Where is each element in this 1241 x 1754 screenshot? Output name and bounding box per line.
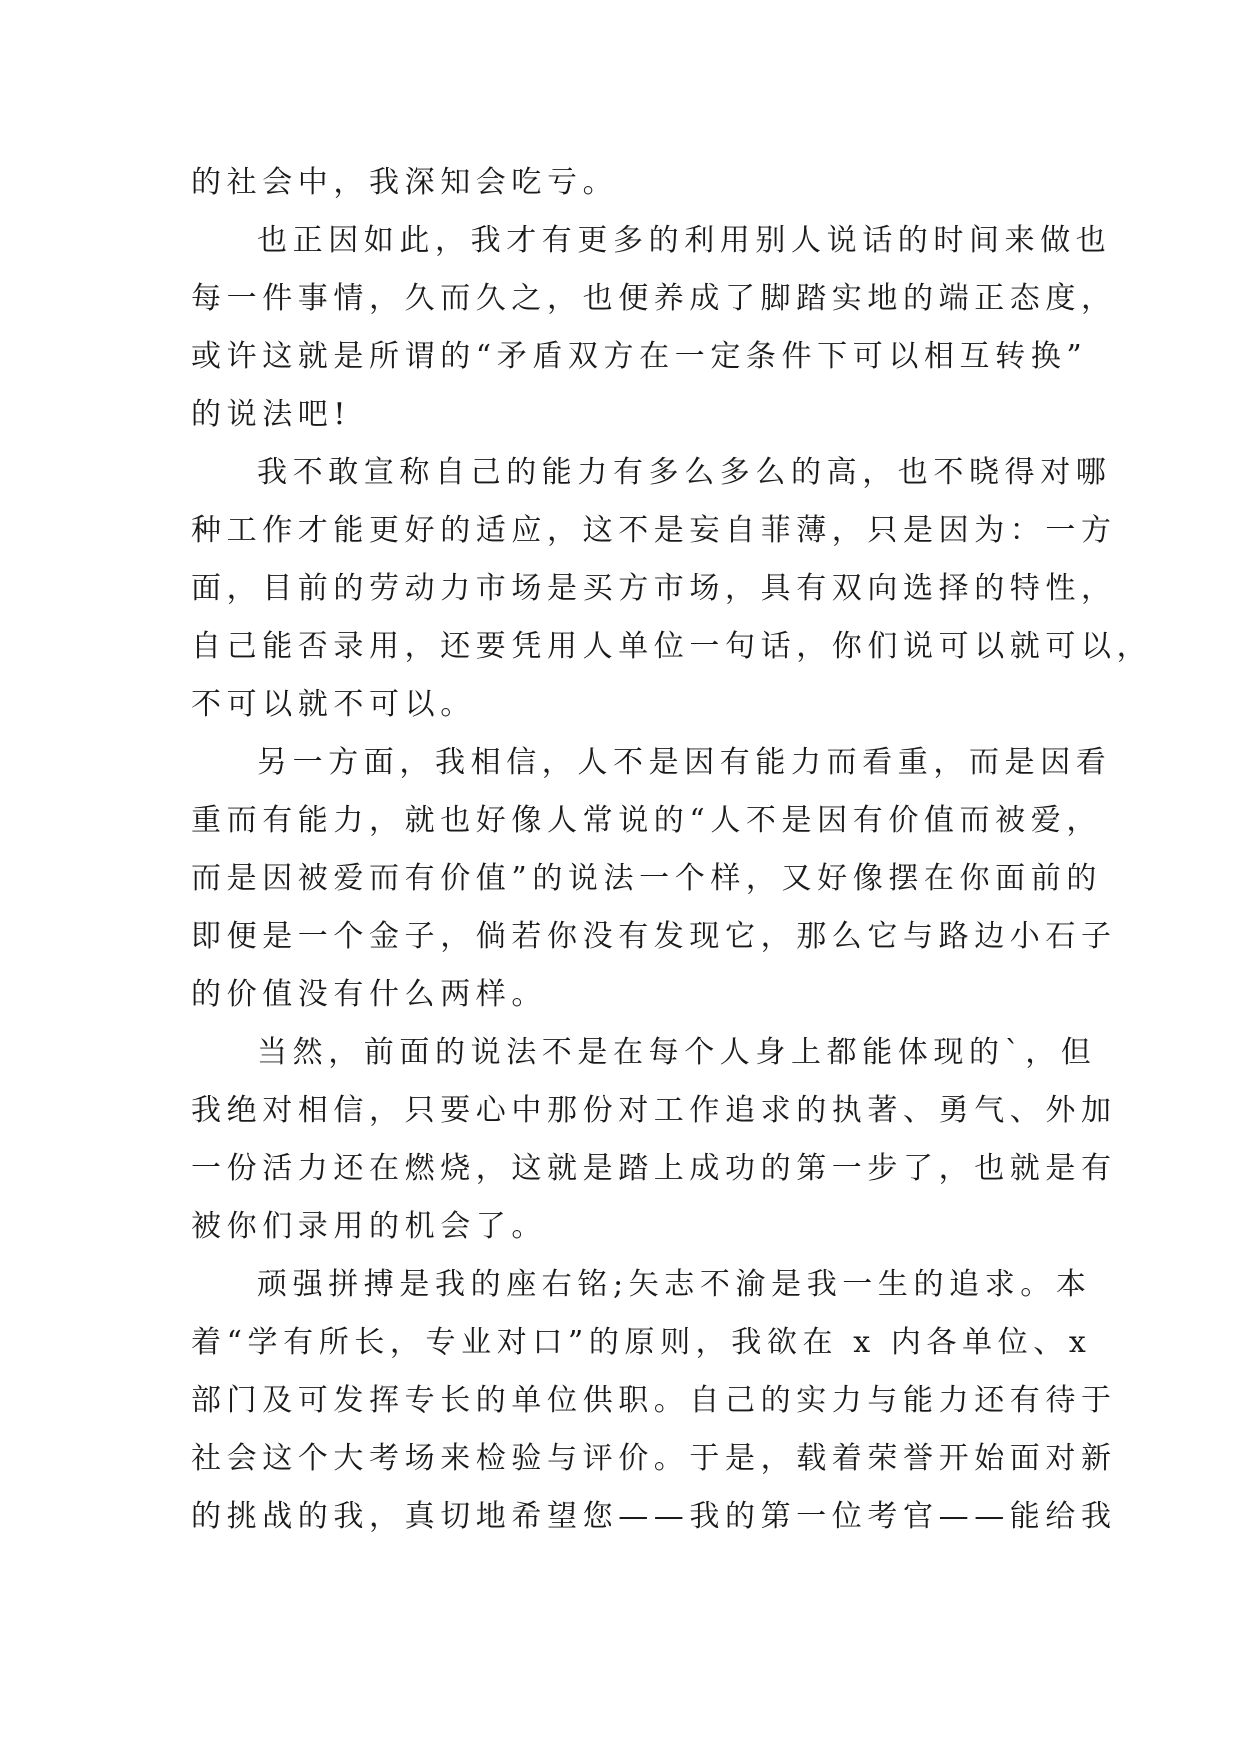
text-line: 的说法吧! <box>191 397 352 432</box>
text-line: 被你们录用的机会了。 <box>191 1209 547 1244</box>
paragraph-first-line: 也正因如此，我才有更多的利用别人说话的时间来做也 <box>257 223 1112 258</box>
text-line: 面，目前的劳动力市场是买方市场，具有双向选择的特性， <box>191 571 1117 606</box>
document-body <box>191 154 1153 1546</box>
text-line: 而是因被爱而有价值”的说法一个样，又好像摆在你面前的 <box>191 861 1102 896</box>
text-line: 社会这个大考场来检验与评价。于是，载着荣誉开始面对新 <box>191 1441 1117 1476</box>
paragraph-first-line: 另一方面，我相信，人不是因有能力而看重，而是因看 <box>257 745 1112 780</box>
text-line: 每一件事情，久而久之，也便养成了脚踏实地的端正态度， <box>191 281 1117 316</box>
text-line: 自己能否录用，还要凭用人单位一句话，你们说可以就可以， <box>191 629 1153 664</box>
text-line: 我绝对相信，只要心中那份对工作追求的执著、勇气、外加 <box>191 1093 1117 1128</box>
text-line: 不可以就不可以。 <box>191 687 476 722</box>
text-line: 或许这就是所谓的“矛盾双方在一定条件下可以相互转换” <box>191 339 1088 374</box>
paragraph-first-line: 我不敢宣称自己的能力有多么多么的高，也不晓得对哪 <box>257 455 1112 490</box>
text-line: 重而有能力，就也好像人常说的“人不是因有价值而被爱， <box>191 803 1102 838</box>
text-line: 的挑战的我，真切地希望您——我的第一位考官——能给我 <box>191 1499 1117 1534</box>
paragraph-first-line: 当然，前面的说法不是在每个人身上都能体现的`，但 <box>257 1035 1097 1070</box>
text-line: 着“学有所长，专业对口”的原则，我欲在 x 内各单位、x <box>191 1325 1092 1360</box>
text-line: 的价值没有什么两样。 <box>191 977 547 1012</box>
text-line: 一份活力还在燃烧，这就是踏上成功的第一步了，也就是有 <box>191 1151 1117 1186</box>
paragraph-first-line: 顽强拼搏是我的座右铭;矢志不渝是我一生的追求。本 <box>257 1267 1092 1302</box>
text-line: 部门及可发挥专长的单位供职。自己的实力与能力还有待于 <box>191 1383 1117 1418</box>
text-line: 即便是一个金子，倘若你没有发现它，那么它与路边小石子 <box>191 919 1117 954</box>
text-line: 的社会中，我深知会吃亏。 <box>191 165 619 200</box>
text-line: 种工作才能更好的适应，这不是妄自菲薄，只是因为：一方 <box>191 513 1117 548</box>
